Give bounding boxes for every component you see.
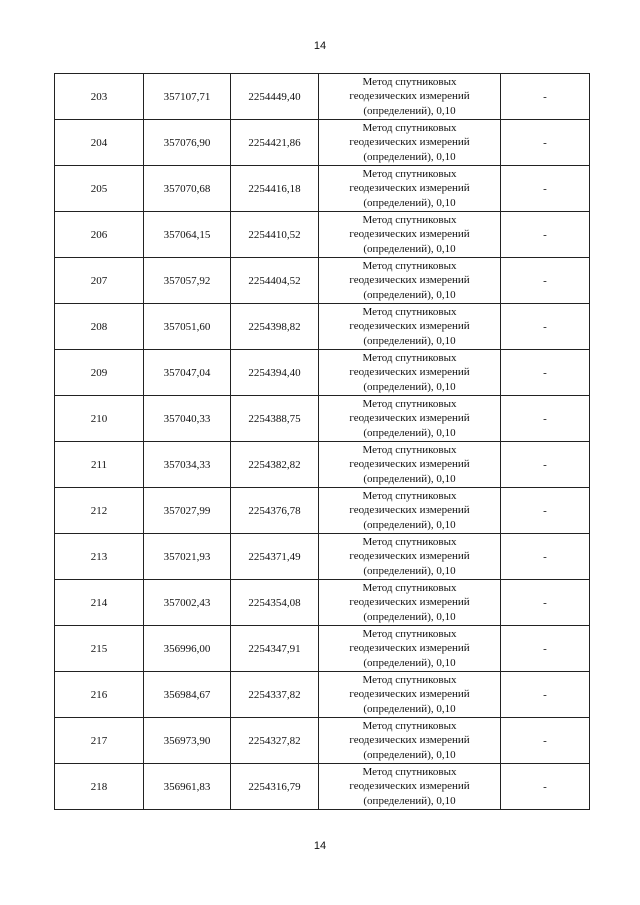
method-line: Метод спутниковых bbox=[362, 397, 457, 410]
description-cell: - bbox=[501, 74, 590, 120]
description-cell: - bbox=[501, 764, 590, 810]
coordinate-x-cell: 356961,83 bbox=[144, 764, 231, 810]
coordinate-y-cell: 2254394,40 bbox=[231, 350, 319, 396]
coordinate-y-cell: 2254404,52 bbox=[231, 258, 319, 304]
description-cell: - bbox=[501, 534, 590, 580]
coordinate-y-cell: 2254388,75 bbox=[231, 396, 319, 442]
coordinate-x-cell: 357040,33 bbox=[144, 396, 231, 442]
point-number-cell: 203 bbox=[55, 74, 144, 120]
description-cell: - bbox=[501, 442, 590, 488]
method-line: (определений), 0,10 bbox=[363, 564, 456, 577]
table-row bbox=[55, 166, 590, 212]
method-line: геодезических измерений bbox=[349, 504, 470, 517]
coordinates-table-body bbox=[55, 74, 590, 810]
coordinate-x-cell: 357057,92 bbox=[144, 258, 231, 304]
page-number-bottom: 14 bbox=[313, 840, 327, 852]
method-line: Метод спутниковых bbox=[362, 535, 457, 548]
point-number-cell: 211 bbox=[55, 442, 144, 488]
method-line: геодезических измерений bbox=[349, 596, 470, 609]
method-line: (определений), 0,10 bbox=[363, 656, 456, 669]
table-row bbox=[55, 396, 590, 442]
method-accuracy-cell bbox=[319, 672, 501, 718]
coordinates-table bbox=[54, 73, 590, 810]
method-line: (определений), 0,10 bbox=[363, 196, 456, 209]
table-row bbox=[55, 212, 590, 258]
method-accuracy-cell bbox=[319, 212, 501, 258]
coordinate-y-cell: 2254316,79 bbox=[231, 764, 319, 810]
method-line: геодезических измерений bbox=[349, 458, 470, 471]
description-cell: - bbox=[501, 350, 590, 396]
method-line: геодезических измерений bbox=[349, 228, 470, 241]
coordinate-y-cell: 2254421,86 bbox=[231, 120, 319, 166]
method-line: (определений), 0,10 bbox=[363, 150, 456, 163]
table-row bbox=[55, 764, 590, 810]
method-line: геодезических измерений bbox=[349, 90, 470, 103]
description-cell: - bbox=[501, 304, 590, 350]
method-line: геодезических измерений bbox=[349, 412, 470, 425]
coordinate-y-cell: 2254327,82 bbox=[231, 718, 319, 764]
description-cell: - bbox=[501, 396, 590, 442]
point-number-cell: 212 bbox=[55, 488, 144, 534]
method-line: геодезических измерений bbox=[349, 550, 470, 563]
method-accuracy-cell bbox=[319, 120, 501, 166]
method-line: Метод спутниковых bbox=[362, 259, 457, 272]
coordinate-x-cell: 357064,15 bbox=[144, 212, 231, 258]
description-cell: - bbox=[501, 166, 590, 212]
point-number-cell: 215 bbox=[55, 626, 144, 672]
table-row bbox=[55, 120, 590, 166]
method-line: (определений), 0,10 bbox=[363, 334, 456, 347]
method-line: Метод спутниковых bbox=[362, 121, 457, 134]
method-line: геодезических измерений bbox=[349, 366, 470, 379]
coordinate-y-cell: 2254376,78 bbox=[231, 488, 319, 534]
method-accuracy-cell bbox=[319, 396, 501, 442]
coordinate-x-cell: 357107,71 bbox=[144, 74, 231, 120]
method-line: (определений), 0,10 bbox=[363, 242, 456, 255]
point-number-cell: 217 bbox=[55, 718, 144, 764]
method-line: (определений), 0,10 bbox=[363, 702, 456, 715]
coordinate-y-cell: 2254371,49 bbox=[231, 534, 319, 580]
method-accuracy-cell bbox=[319, 74, 501, 120]
coordinate-x-cell: 357047,04 bbox=[144, 350, 231, 396]
description-cell: - bbox=[501, 718, 590, 764]
table-row bbox=[55, 488, 590, 534]
method-line: Метод спутниковых bbox=[362, 627, 457, 640]
method-line: (определений), 0,10 bbox=[363, 426, 456, 439]
coordinate-y-cell: 2254347,91 bbox=[231, 626, 319, 672]
method-line: Метод спутниковых bbox=[362, 351, 457, 364]
coordinate-x-cell: 356996,00 bbox=[144, 626, 231, 672]
point-number-cell: 204 bbox=[55, 120, 144, 166]
method-accuracy-cell bbox=[319, 718, 501, 764]
method-line: геодезических измерений bbox=[349, 642, 470, 655]
method-accuracy-cell bbox=[319, 350, 501, 396]
point-number-cell: 206 bbox=[55, 212, 144, 258]
method-line: (определений), 0,10 bbox=[363, 748, 456, 761]
point-number-cell: 208 bbox=[55, 304, 144, 350]
coordinate-y-cell: 2254449,40 bbox=[231, 74, 319, 120]
description-cell: - bbox=[501, 580, 590, 626]
method-line: (определений), 0,10 bbox=[363, 610, 456, 623]
coordinate-x-cell: 356984,67 bbox=[144, 672, 231, 718]
description-cell: - bbox=[501, 212, 590, 258]
description-cell: - bbox=[501, 626, 590, 672]
method-line: (определений), 0,10 bbox=[363, 104, 456, 117]
point-number-cell: 216 bbox=[55, 672, 144, 718]
coordinate-y-cell: 2254382,82 bbox=[231, 442, 319, 488]
method-line: (определений), 0,10 bbox=[363, 472, 456, 485]
method-line: Метод спутниковых bbox=[362, 581, 457, 594]
table-row bbox=[55, 74, 590, 120]
point-number-cell: 213 bbox=[55, 534, 144, 580]
method-line: (определений), 0,10 bbox=[363, 380, 456, 393]
coordinate-y-cell: 2254337,82 bbox=[231, 672, 319, 718]
table-row bbox=[55, 442, 590, 488]
method-line: геодезических измерений bbox=[349, 274, 470, 287]
method-line: (определений), 0,10 bbox=[363, 288, 456, 301]
coordinate-x-cell: 357076,90 bbox=[144, 120, 231, 166]
method-line: Метод спутниковых bbox=[362, 443, 457, 456]
method-accuracy-cell bbox=[319, 626, 501, 672]
description-cell: - bbox=[501, 258, 590, 304]
table-row bbox=[55, 672, 590, 718]
method-line: Метод спутниковых bbox=[362, 213, 457, 226]
point-number-cell: 214 bbox=[55, 580, 144, 626]
coordinate-x-cell: 357021,93 bbox=[144, 534, 231, 580]
method-accuracy-cell bbox=[319, 166, 501, 212]
coordinate-y-cell: 2254398,82 bbox=[231, 304, 319, 350]
method-line: Метод спутниковых bbox=[362, 719, 457, 732]
method-line: (определений), 0,10 bbox=[363, 794, 456, 807]
coordinate-y-cell: 2254410,52 bbox=[231, 212, 319, 258]
point-number-cell: 209 bbox=[55, 350, 144, 396]
coordinate-x-cell: 357070,68 bbox=[144, 166, 231, 212]
method-line: Метод спутниковых bbox=[362, 167, 457, 180]
method-line: геодезических измерений bbox=[349, 182, 470, 195]
description-cell: - bbox=[501, 672, 590, 718]
table-row bbox=[55, 258, 590, 304]
table-row bbox=[55, 534, 590, 580]
description-cell: - bbox=[501, 488, 590, 534]
method-line: геодезических измерений bbox=[349, 136, 470, 149]
method-line: Метод спутниковых bbox=[362, 673, 457, 686]
method-line: Метод спутниковых bbox=[362, 765, 457, 778]
point-number-cell: 205 bbox=[55, 166, 144, 212]
point-number-cell: 207 bbox=[55, 258, 144, 304]
coordinate-x-cell: 357002,43 bbox=[144, 580, 231, 626]
method-line: геодезических измерений bbox=[349, 320, 470, 333]
method-line: геодезических измерений bbox=[349, 780, 470, 793]
method-line: геодезических измерений bbox=[349, 688, 470, 701]
table-row bbox=[55, 580, 590, 626]
coordinate-y-cell: 2254416,18 bbox=[231, 166, 319, 212]
page-number-top: 14 bbox=[313, 40, 327, 52]
coordinate-y-cell: 2254354,08 bbox=[231, 580, 319, 626]
table-row bbox=[55, 350, 590, 396]
table-row bbox=[55, 626, 590, 672]
method-accuracy-cell bbox=[319, 488, 501, 534]
method-line: Метод спутниковых bbox=[362, 489, 457, 502]
method-line: Метод спутниковых bbox=[362, 75, 457, 88]
table-row bbox=[55, 718, 590, 764]
table-row bbox=[55, 304, 590, 350]
method-line: геодезических измерений bbox=[349, 734, 470, 747]
coordinate-x-cell: 356973,90 bbox=[144, 718, 231, 764]
method-line: Метод спутниковых bbox=[362, 305, 457, 318]
description-cell: - bbox=[501, 120, 590, 166]
method-accuracy-cell bbox=[319, 304, 501, 350]
coordinate-x-cell: 357027,99 bbox=[144, 488, 231, 534]
method-accuracy-cell bbox=[319, 534, 501, 580]
method-accuracy-cell bbox=[319, 764, 501, 810]
point-number-cell: 218 bbox=[55, 764, 144, 810]
method-accuracy-cell bbox=[319, 258, 501, 304]
coordinate-x-cell: 357051,60 bbox=[144, 304, 231, 350]
point-number-cell: 210 bbox=[55, 396, 144, 442]
method-accuracy-cell bbox=[319, 580, 501, 626]
coordinate-x-cell: 357034,33 bbox=[144, 442, 231, 488]
method-accuracy-cell bbox=[319, 442, 501, 488]
method-line: (определений), 0,10 bbox=[363, 518, 456, 531]
